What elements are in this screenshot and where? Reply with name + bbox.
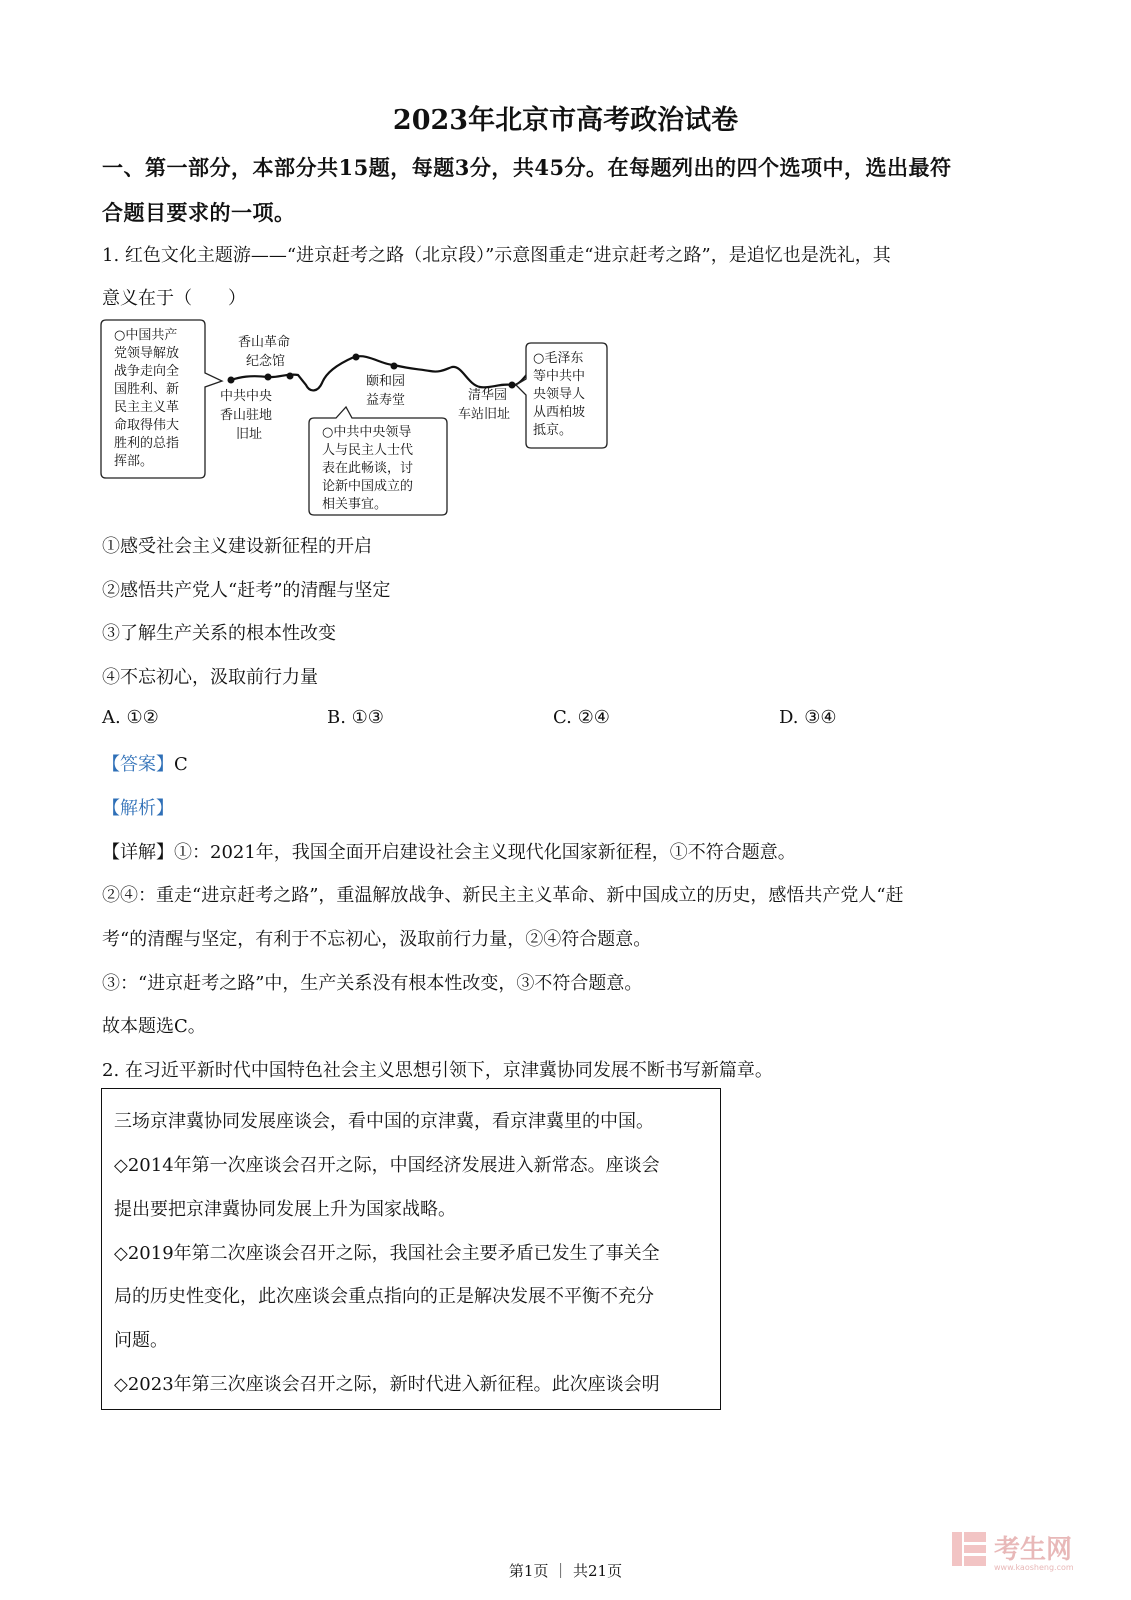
q1-detail-line: ②④：重走“进京赶考之路”，重温解放战争、新民主主义革命、新中国成立的历史，感悟共产党人“赶 [102,885,904,906]
q2-stem: 2. 在习近平新时代中国特色社会主义思想引领下，京津冀协同发展不断书写新篇章。 [102,1060,773,1081]
label-cpc-xiangshan: 旧址 [236,427,263,442]
callout-right-line: 抵京。 [533,423,573,438]
callout-center-line: 人与民主人士代 [322,443,414,458]
q1-conclusion: 故本题选C。 [102,1016,206,1037]
q2-box-line: 局的历史性变化，此次座谈会重点指向的正是解决发展不平衡不充分 [114,1286,654,1307]
watermark-text: 考生网 [994,1535,1073,1565]
q2-box-line: 问题。 [114,1330,168,1351]
q1-stem-line2: 意义在于（ ） [102,288,246,309]
watermark-url: www.kaosheng.com [994,1563,1074,1572]
callout-left-line: 国胜利、新 [114,382,180,397]
detail-tag: 【详解】 [102,842,174,863]
label-qinghua: 清华园 [468,388,508,403]
q2-box-line: 三场京津冀协同发展座谈会，看中国的京津冀，看京津冀里的中国。 [114,1111,654,1132]
callout-center-line: 论新中国成立的 [322,479,414,494]
q2-box-line: ◇2014年第一次座谈会召开之际，中国经济发展进入新常态。座谈会 [114,1155,660,1176]
route-stop-cpc-xiangshan [228,377,235,384]
callout-left-line: 挥部。 [114,454,154,469]
q1-item: ②感悟共产党人“赶考”的清醒与坚定 [102,580,391,601]
page-footer: 第1页 ｜ 共21页 [508,1562,623,1580]
callout-right [516,343,607,448]
q2-box-line: ◇2019年第二次座谈会召开之际，我国社会主要矛盾已发生了事关全 [114,1243,660,1264]
q1-option-a: A. ①② [102,707,159,728]
q1-stem-line1: 1. 红色文化主题游——“进京赶考之路（北京段）”示意图重走“进京赶考之路”，是追忆也是洗礼，其 [102,245,891,266]
callout-left-line: 民主主义革 [114,400,180,415]
callout-left-line: 命取得伟大 [114,418,180,433]
q1-option-d: D. ③④ [779,707,837,728]
route-stop-yiheyuan [353,354,360,361]
label-yiheyuan: 益寿堂 [366,393,406,408]
answer-value: C [174,754,188,775]
q1-item: ③了解生产关系的根本性改变 [102,623,336,644]
label-cpc-xiangshan: 香山驻地 [220,408,273,423]
callout-left [101,320,222,478]
q1-item: ④不忘初心，汲取前行力量 [102,667,318,688]
detail-text: ①：2021年，我国全面开启建设社会主义现代化国家新征程，①不符合题意。 [174,842,796,863]
answer-tag: 【答案】 [102,754,174,775]
callout-right-line: 央领导人 [533,387,586,402]
analysis-tag: 【解析】 [102,798,174,819]
q1-option-c: C. ②④ [553,707,610,728]
callout-left-line: 战争走向全 [114,364,180,379]
label-cpc-xiangshan: 中共中央 [220,389,273,404]
q2-box-line: ◇2023年第三次座谈会召开之际，新时代进入新征程。此次座谈会明 [114,1374,660,1395]
q1-detail-line [102,838,796,864]
q2-material-box [101,1088,721,1410]
page-title: 2023年北京市高考政治试卷 [392,105,739,136]
q1-answer-line [102,750,188,776]
callout-center [309,407,447,515]
route-stop-qinghua [509,382,516,389]
label-qinghua: 车站旧址 [458,407,511,422]
callout-left-line: ○中国共产 [114,328,178,343]
section-heading-line1: 一、第一部分，本部分共15题，每题3分，共45分。在每题列出的四个选项中，选出最符 [102,155,952,180]
callout-left-line: 胜利的总指 [114,436,180,451]
callout-center-line: 相关事宜。 [322,497,388,512]
q1-detail-line: 考“的清醒与坚定，有利于不忘初心，汲取前行力量，②④符合题意。 [102,929,652,950]
callout-right-line: 等中共中 [533,369,586,384]
route-map-figure [100,315,620,525]
route-stop-yiheyuan-2 [391,363,398,370]
callout-center-line: 表在此畅谈，讨 [322,461,414,476]
route-stop-xiangshan-memorial [265,374,272,381]
callout-center-line: ○中共中央领导 [322,425,412,440]
callout-right-line: 从西柏坡 [533,405,586,420]
q1-item: ①感受社会主义建设新征程的开启 [102,536,372,557]
q2-box-line: 提出要把京津冀协同发展上升为国家战略。 [114,1199,456,1220]
label-yiheyuan: 颐和园 [366,374,406,389]
route-stop-xiangshan-memorial-2 [287,373,294,380]
callout-left-line: 党领导解放 [114,346,180,361]
section-heading-line2: 合题目要求的一项。 [102,200,296,225]
q1-detail-line: ③：“进京赶考之路”中，生产关系没有根本性改变，③不符合题意。 [102,973,643,994]
label-xiangshan-memorial: 香山革命 [238,335,291,350]
callout-right-line: ○毛泽东 [533,351,584,366]
label-xiangshan-memorial: 纪念馆 [246,354,286,369]
q1-option-b: B. ①③ [327,707,384,728]
